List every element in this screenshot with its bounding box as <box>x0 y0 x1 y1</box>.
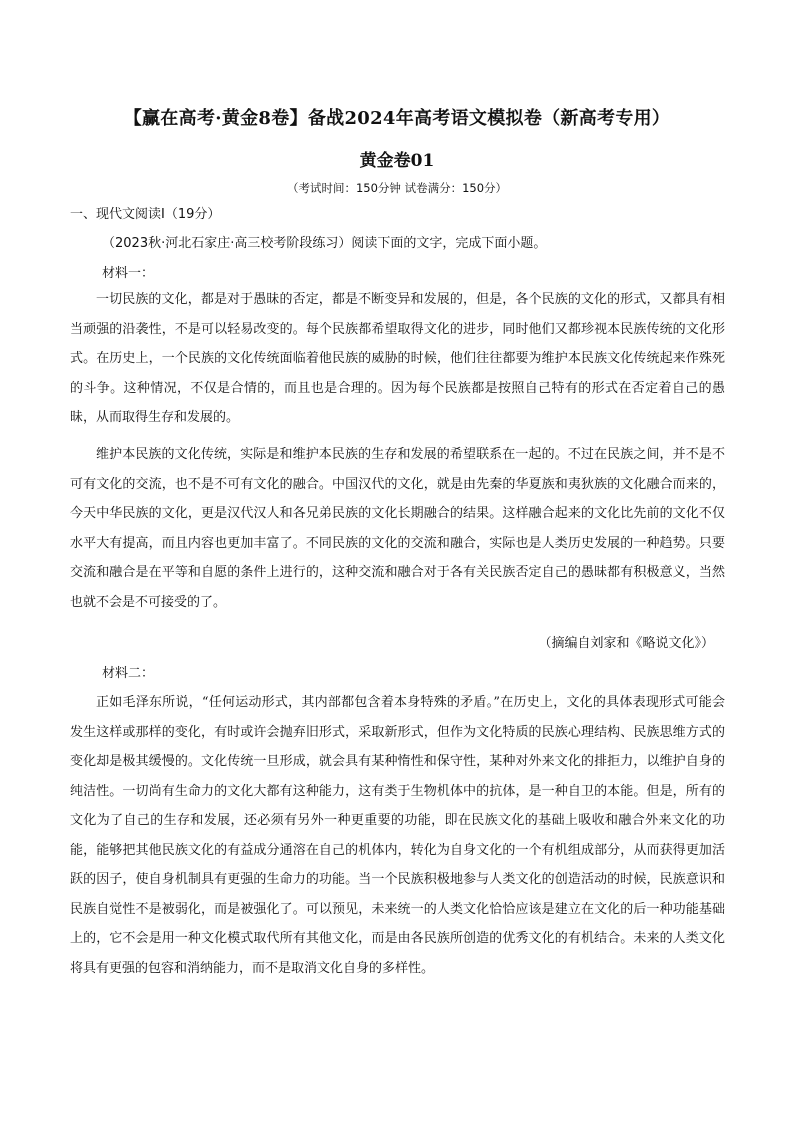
material1-source: （摘编自刘家和《略说文化》） <box>538 636 714 651</box>
material2-label: 材料二： <box>102 666 155 681</box>
question-intro: （2023秋·河北石家庄·高三校考阶段练习）阅读下面的文字，完成下面小题。 <box>102 236 547 251</box>
document-title: 【赢在高考·黄金8卷】备战2024年高考语文模拟卷（新高考专用） <box>123 108 671 129</box>
material1-paragraph: 维护本民族的文化传统，实际是和维护本民族的生存和发展的希望联系在一起的。不过在民族之间，并不是不可有文化的交流，也不是不可有文化的融合。中国汉代的文化，就是由先秦的华夏族和夷狄族的文化融合而来的，今天中华民族的文化，更是汉代汉人和各兄弟民族的文化长期融合的结果。这样融合起来的文化比先前的文化不仅水平大有提高，而且内容也更加丰富了。不同民族的文化的交流和融合，实际也是人类历史发展的一种趋势。只要交流和融合是在平等和自愿的条件上进行的，这种交流和融合对于各有关民族否定自己的愚昧都有积极意义，当然也就不会是不可接受的了。 <box>70 447 725 610</box>
material2-paragraph: 正如毛泽东所说，“任何运动形式，其内部都包含着本身特殊的矛盾。”在历史上，文化的具体表现形式可能会发生这样或那样的变化，有时或许会抛弃旧形式，采取新形式，但作为文化特质的民族心理结构、民族思维方式的变化却是极其缓慢的。文化传统一旦形成，就会具有某种惰性和保守性，某种对外来文化的排拒力，以维护自身的纯洁性。一切尚有生命力的文化大都有这种能力，这有类于生物机体中的抗体，是一种自卫的本能。但是，所有的文化为了自己的生存和发展，还必须有另外一种更重要的功能，即在民族文化的基础上吸收和融合外来文化的功能，能够把其他民族文化的有益成分通溶在自己的机体内，转化为自身文化的一个有机组成部分，从而获得更加活跃的因子，使自身机制具有更强的生命力的功能。当一个民族积极地参与人类文化的创造活动的时候，民族意识和民族自觉性不是被弱化，而是被强化了。可以预见，未来统一的人类文化恰恰应该是建立在文化的后一种功能基础上的，它不会是用一种文化模式取代所有其他文化，而是由各民族所创造的优秀文化的有机结合。未来的人类文化将具有更强的包容和消纳能力，而不是取消文化自身的多样性。 <box>70 695 725 976</box>
paper-subtitle: 黄金卷01 <box>359 151 435 171</box>
material1-label: 材料一： <box>102 266 155 281</box>
material1-paragraph: 一切民族的文化，都是对于愚昧的否定，都是不断变异和发展的，但是，各个民族的文化的形式，又都具有相当顽强的沿袭性，不是可以轻易改变的。每个民族都希望取得文化的进步，同时他们又都珍视本民族传统的文化形式。在历史上，一个民族的文化传统面临着他民族的威胁的时候，他们往往都要为维护本民族文化传统起来作殊死的斗争。这种情况，不仅是合情的，而且也是合理的。因为每个民族都是按照自己特有的形式在否定着自己的愚昧，从而取得生存和发展的。 <box>70 292 725 425</box>
section-heading: 一、现代文阅读Ⅰ（19分） <box>70 207 221 222</box>
exam-info: （考试时间：150分钟 试卷满分：150分） <box>286 181 508 195</box>
